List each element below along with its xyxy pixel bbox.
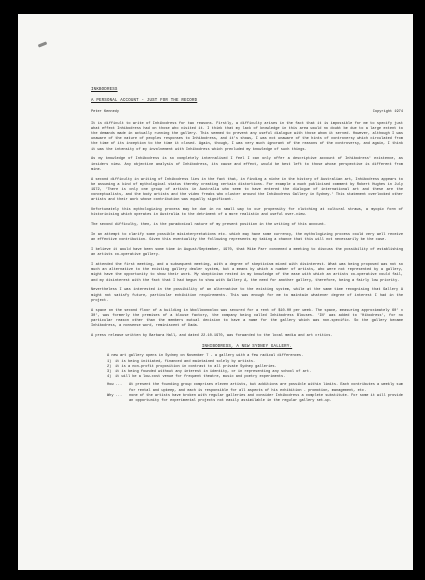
staple-mark [38, 41, 47, 47]
paragraph: In an attempt to clarify some possible misinterpretations etc. which may have some currency, the mythologizing process could very well receive an effective contribution. Given this eventuality the following represents my taking a chance that this will not necessarily be the case. [91, 233, 403, 243]
paragraph: Nevertheless I was interested in the possibility of an alternative to the existing system, while at the same time recognising that Gallery A might not satisfy future, particular exhibition requirements. This was enough for me to maintain whatever degree of interest I had in the project. [91, 288, 403, 303]
paragraph: It is difficult to write of Inhibodress for two reasons. Firstly, a difficulty arises in the fact that it is impossible for me to specify just what effect Inhibodress had on those who visited it. I think that my lack of knowledge in this area would no doubt be due to a large extent to the demands made in actually running the gallery. This seemed to prevent any useful dialogue with those whom it served. However, although I was unaware of the nature of peoples responses to Inhibodress, and it's shows, I was not unaware of the hints of controversy which circulated from the time of its inception to the time it closed. Again, though, I was very much ignorant of the reasons of the controversy, and again, I think it was the intensity of my involvement with Inhibodress which precluded my knowledge of such things. [91, 121, 403, 152]
press-release-details [91, 383, 403, 404]
author-name: Peter Kennedy [91, 110, 120, 115]
list-item: 2) it is a non-profit proposition in contrast to all private Sydney galleries. [107, 364, 277, 369]
paragraph: Unfortunately this mythologizing process may be due in no small way to our propensity for clutching at cultural straws, a myopic form of historicising which operates in Australia to the detriment of a more realistic and useful over-view. [91, 208, 403, 218]
press-release-points [91, 360, 403, 381]
list-item: Why ... none of the artists have broken with regular galleries and consider Inhibodress a complete substitute. For some it will provide an opportunity for experimental projects not easily assimilable in the regular gallery set-up. [107, 393, 403, 404]
paragraph: The second difficulty, then, is the paradoxical nature of my present position in the writing of this account. [91, 223, 327, 228]
paragraph: A space on the second floor of a building in Woolloomooloo was secured for a rent of $10.00 per week. The space, measuring approximately 60' x 30', was formerly the premises of a blouse factory, the company being called Inhibodress Blouses. 'IN' was added to 'Hibodress', for no particular reason other than the members mutual decision to have a name for the gallery which was non-specific. So the gallery became Inhibodress, a nonsense word, reminiscent of Dada. [91, 308, 403, 329]
list-item: How ... At present the founding group comprises eleven artists, but additions are possible within limits. Each contributes a weekly sum for rental and upkeep, and each is responsible for all aspects of his exhibition - promotion, management, etc. [107, 383, 403, 393]
paragraph: A second difficulty in writing of Inhibodress lies in the fact that, in finding a niche in the history of Australian art, Inhibodress appears to be assuming a kind of mythological status thereby creating certain distortions. For example a much publicised comment by Robert Hughes in July 1972, 'There is only one group of artists in Australia who seem to have entered the dialogue of international art and these are the conceptualists, and the body artists and the video freaks who cluster around the Inhibodress Gallery in Sydney.' This statement overlooked other artists and their work whose contribution was equally significant. [91, 177, 403, 203]
source-heading: INKBODRESS [91, 88, 118, 92]
copyright-notice: Copyright 1974 [372, 110, 403, 115]
list-item: 3) it is being founded without any interest in identity, or in representing any school of art. [107, 370, 312, 375]
list-item: 4) it will be a low-cost venue for frequent theatre, music and poetry experiments. [107, 375, 286, 380]
list-item: 1) it is being initiated, financed and maintained solely by artists. [107, 359, 256, 364]
paragraph: I believe it would have been some time in August/September, 1970, that Mike Parr convened a meeting to discuss the possibility of establishing an artists co-operative gallery. [91, 248, 403, 258]
press-release-intro: A new art gallery opens in Sydney on November 7 - a gallery with a few radical differences. [107, 354, 304, 359]
paragraph: A press release written by Barbara Hall, and dated 22.10.1970, was forwarded to the local media and art critics. [91, 334, 333, 339]
typed-document [91, 88, 403, 404]
paragraph: As my knowledge of Inhibodress is so completely internalised I feel I can only offer a descriptive account of Inhibodress' existence, as insiders view. Any objective analysis of Inhibodress, its cause and effect, would be best left to those whose perspective is different from mine. [91, 157, 403, 172]
paragraph: I attended the first meeting, and a subsequent meeting, with a degree of skepticism mixed with disinterest. What was being proposed was not so much an alternative to the existing gallery dealer system, but a means by which a number of artists, who were not represented by a gallery, might have the opportunity to show their work. My skepticism rested in my knowledge of the ease with which an artists co-operative could fail, and my disinterest with the fact that I had begun to show with Gallery A, the need for another gallery, therefore, being a fairly low priority. [91, 263, 403, 283]
document-page [18, 14, 413, 570]
document-title: A PERSONAL ACCOUNT - JUST FOR THE RECORD [91, 99, 198, 104]
press-release-heading: INHIBODRESS, A NEW SYDNEY GALLERY. [201, 345, 293, 350]
